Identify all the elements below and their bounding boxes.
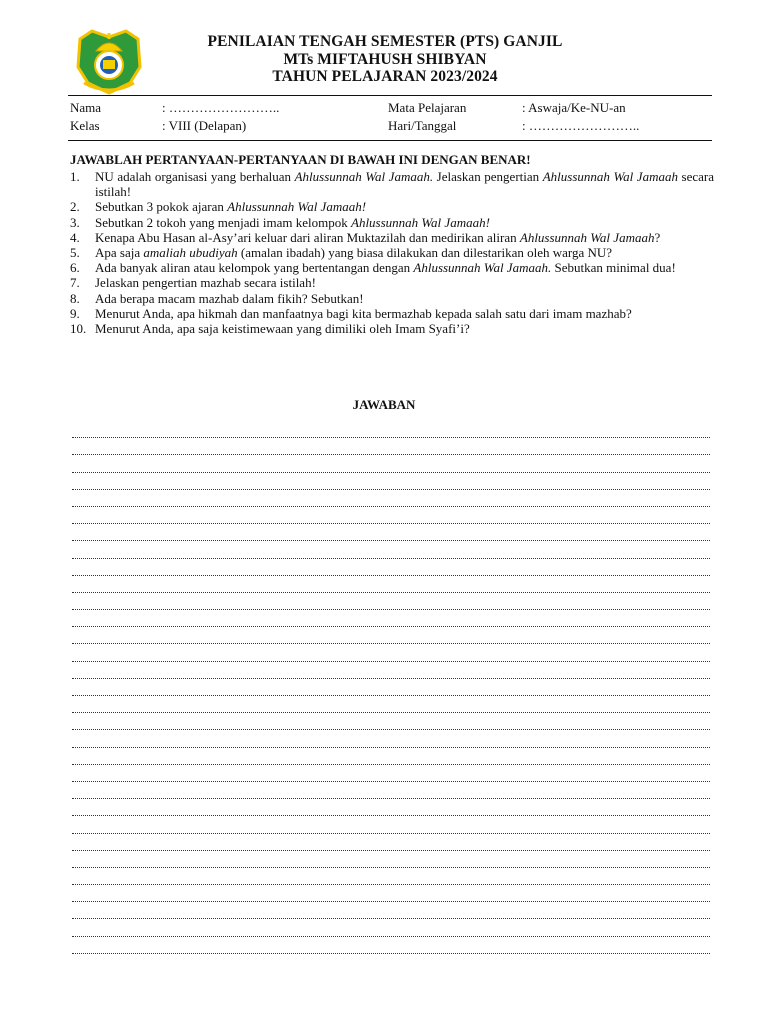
question-text-part: Apa saja (95, 245, 144, 261)
question-item (70, 275, 714, 290)
question-item (70, 169, 714, 199)
answer-line[interactable] (70, 649, 714, 666)
hari-label: Hari/Tanggal (388, 118, 457, 133)
question-item (70, 199, 714, 214)
answer-line[interactable] (70, 564, 714, 581)
academic-year: TAHUN PELAJARAN 2023/2024 (272, 68, 498, 85)
question-text-part: secara istilah! (95, 169, 714, 200)
question-text (95, 275, 316, 290)
answer-line[interactable] (70, 667, 714, 684)
question-italic-term: amaliah ubudiyah (143, 245, 238, 261)
answer-line[interactable] (70, 512, 714, 529)
question-italic-term: Ahlussunnah Wal Jamaah (519, 229, 655, 245)
question-number: 4. (70, 229, 80, 245)
question-text-part: NU adalah organisasi yang berhaluan (95, 169, 295, 184)
question-text-part: Kenapa Abu Hasan al-Asy’ari keluar dari aliran Muktazilah dan medirikan aliran (95, 229, 520, 245)
answer-line[interactable] (70, 460, 714, 477)
question-italic-term: Ahlussunnah Wal Jamaah. (294, 169, 434, 184)
answer-line[interactable] (70, 615, 714, 632)
answer-line[interactable] (70, 890, 714, 907)
answer-line[interactable] (70, 735, 714, 752)
question-number: 2. (70, 199, 80, 215)
answer-line[interactable] (70, 529, 714, 546)
question-italic-term: Ahlussunnah Wal Jamaah! (351, 214, 490, 230)
question-italic-term: Ahlussunnah Wal Jamaah! (227, 199, 367, 215)
question-number: 6. (70, 260, 80, 276)
answer-line[interactable] (70, 787, 714, 804)
answer-line[interactable] (70, 684, 714, 701)
identity-row-2 (70, 118, 714, 136)
question-text-part: Sebutkan 3 pokok ajaran (95, 199, 228, 215)
question-text (95, 291, 364, 306)
answer-line[interactable] (70, 804, 714, 821)
answer-line[interactable] (70, 478, 714, 495)
answer-line[interactable] (70, 495, 714, 512)
nama-label: Nama (70, 100, 102, 115)
question-number: 7. (70, 275, 80, 291)
school-logo (70, 27, 148, 95)
question-item (70, 245, 714, 260)
answer-line[interactable] (70, 581, 714, 598)
hari-field[interactable]: : …………………….. (522, 118, 640, 133)
answer-line[interactable] (70, 821, 714, 838)
question-text-part: Menurut Anda, apa hikmah dan manfaatnya bagi kita bermazhab kepada salah satu dari imam mazhab? (95, 305, 632, 321)
question-text-part: Jelaskan pengertian mazhab secara istilah! (95, 275, 316, 291)
answer-line[interactable] (70, 701, 714, 718)
nama-field[interactable]: : …………………….. (162, 100, 280, 115)
question-number: 8. (70, 290, 80, 306)
answer-line[interactable] (70, 426, 714, 443)
kelas-value: : VIII (Delapan) (162, 118, 247, 133)
question-item (70, 260, 714, 275)
answer-line[interactable] (70, 873, 714, 890)
question-item (70, 321, 714, 336)
exam-title: PENILAIAN TENGAH SEMESTER (PTS) GANJIL (207, 33, 563, 50)
question-item (70, 306, 714, 321)
question-list (70, 169, 714, 336)
question-number: 5. (70, 245, 80, 261)
mapel-label: Mata Pelajaran (388, 100, 467, 115)
header-title (150, 33, 620, 86)
answer-line[interactable] (70, 907, 714, 924)
kelas-label: Kelas (70, 118, 100, 133)
answer-line[interactable] (70, 718, 714, 735)
question-italic-term: Ahlussunnah Wal Jamaah (542, 169, 678, 184)
question-text (95, 245, 612, 260)
answer-area[interactable] (70, 426, 714, 959)
answer-line[interactable] (70, 839, 714, 856)
question-text (95, 215, 490, 230)
header-divider (68, 95, 712, 96)
question-text-part: Sebutkan minimal dua! (551, 260, 676, 276)
question-text-part: (amalan ibadah) yang biasa dilakukan dan dilestarikan oleh warga NU? (237, 245, 613, 261)
question-text-part: Ada banyak aliran atau kelompok yang bertentangan dengan (95, 260, 414, 276)
answer-line[interactable] (70, 924, 714, 941)
question-text (95, 260, 676, 275)
question-text-part: Sebutkan 2 tokoh yang menjadi imam kelompok (95, 214, 351, 230)
answer-line[interactable] (70, 770, 714, 787)
question-number: 1. (70, 169, 80, 184)
question-text-part: Ada berapa macam mazhab dalam fikih? Sebutkan! (95, 290, 364, 306)
school-name: MTs MIFTAHUSH SHIBYAN (283, 50, 487, 68)
mapel-value: : Aswaja/Ke-NU-an (522, 100, 626, 115)
answer-line[interactable] (70, 632, 714, 649)
identity-row-1 (70, 100, 714, 118)
question-text-part: ? (654, 229, 661, 245)
question-text (95, 321, 470, 336)
question-number: 10. (70, 321, 87, 337)
answer-line[interactable] (70, 443, 714, 460)
question-number: 3. (70, 214, 80, 230)
question-text (95, 169, 714, 199)
identity-divider (68, 140, 712, 141)
question-text-part: Jelaskan pengertian (433, 169, 543, 184)
question-number: 9. (70, 305, 80, 321)
question-item (70, 215, 714, 230)
answer-line[interactable] (70, 856, 714, 873)
answer-line[interactable] (70, 942, 714, 959)
answer-line[interactable] (70, 598, 714, 615)
answer-heading: JAWABAN (352, 397, 416, 412)
question-text (95, 230, 660, 245)
instruction-heading: JAWABLAH PERTANYAAN-PERTANYAAN DI BAWAH INI DENGAN BENAR! (70, 152, 531, 167)
question-text (95, 199, 366, 214)
answer-line[interactable] (70, 753, 714, 770)
question-text (95, 306, 632, 321)
question-text-part: Menurut Anda, apa saja keistimewaan yang dimiliki oleh Imam Syafi’i? (95, 321, 470, 337)
question-item (70, 230, 714, 245)
question-italic-term: Ahlussunnah Wal Jamaah. (413, 260, 552, 276)
question-item (70, 291, 714, 306)
answer-line[interactable] (70, 546, 714, 563)
